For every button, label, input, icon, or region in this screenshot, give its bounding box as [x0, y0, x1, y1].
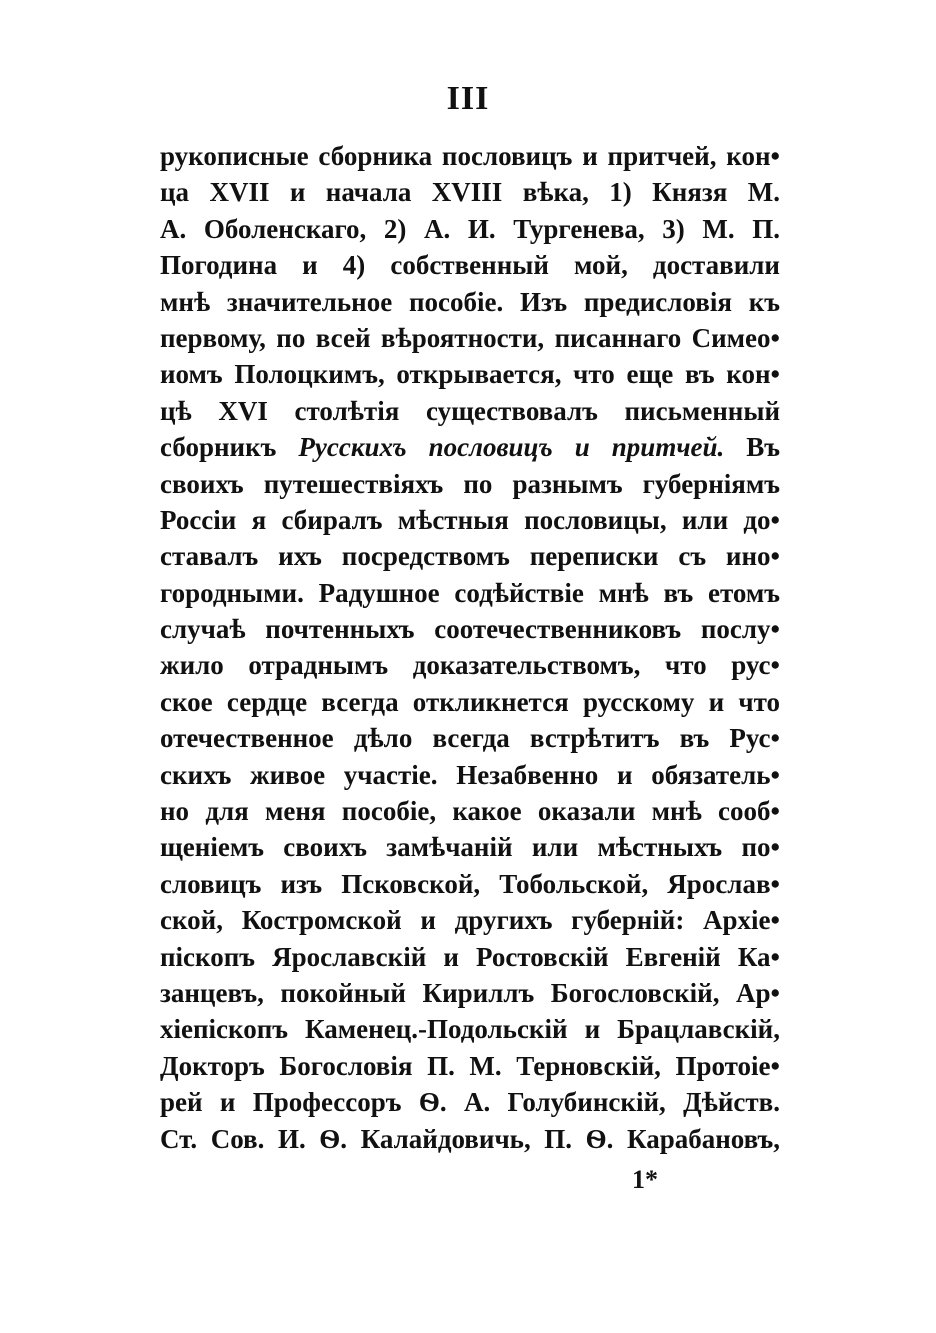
- text-line-19: но для меня пособіе, какое оказали мнѣ сооб•: [160, 796, 780, 827]
- page-number: III: [446, 80, 490, 117]
- text-line-4: Погодина и 4) собственный мой, доставили: [160, 250, 780, 281]
- text-line-6: первому, по всей вѣроятности, писаннаго Симео•: [160, 322, 780, 353]
- signature-mark: 1*: [632, 1165, 658, 1194]
- text-line-13: городными. Радушное содѣйствіе мнѣ въ етомъ: [160, 577, 780, 608]
- text-line-15: жило отраднымъ доказательствомъ, что рус•: [160, 650, 780, 681]
- text-line-11: Россіи я сбиралъ мѣстныя пословицы, или до•: [160, 504, 780, 535]
- text-line-7: иомъ Полоцкимъ, открывается, что еще въ кон•: [160, 359, 780, 390]
- text-line-9: [160, 429, 780, 465]
- text-line-18: скихъ живое участіе. Незабвенно и обязатель•: [160, 759, 780, 790]
- text-line-14: случаѣ почтенныхъ соотечественниковъ послу•: [160, 614, 780, 645]
- text-line-28: Ст. Сов. И. Ѳ. Калайдовичь, П. Ѳ. Карабановъ,: [160, 1123, 780, 1154]
- text-line-24: занцевъ, покойный Кириллъ Богословскій, Ар•: [160, 977, 780, 1008]
- text-line-22: ской, Костромской и другихъ губерній: Архіе•: [160, 905, 780, 936]
- text-line-17: отечественное дѣло всегда встрѣтитъ въ Рус•: [160, 723, 780, 754]
- text-line-1: рукописные сборника пословицъ и притчей, кон•: [160, 141, 780, 171]
- text-line-9-start: сборникъ: [160, 432, 277, 463]
- text-line-2: ца XVII и начала XVIII вѣка, 1) Князя М.: [160, 177, 780, 208]
- text-line-20: щеніемъ своихъ замѣчаній или мѣстныхъ по•: [160, 832, 780, 863]
- text-line-23: піскопъ Ярославскій и Ростовскій Евгеній Ка•: [160, 941, 780, 972]
- text-line-9-end: Въ: [746, 432, 780, 463]
- text-line-25: хіепіскопъ Каменец.-Подольскій и Брацлавскій,: [160, 1014, 780, 1045]
- text-line-10: своихъ путешествіяхъ по разнымъ губерніямъ: [160, 468, 780, 499]
- text-line-26: Докторъ Богословія П. М. Терновскій, Протоіе•: [160, 1050, 780, 1081]
- text-line-21: словицъ изъ Псковской, Тобольской, Ярослав•: [160, 868, 780, 899]
- text-line-12: ставалъ ихъ посредствомъ переписки съ ино•: [160, 541, 780, 572]
- text-line-5: мнѣ значительное пособіе. Изъ предисловія къ: [160, 286, 780, 317]
- text-line-16: ское сердце всегда откликнется русскому и что: [160, 686, 780, 717]
- text-line-3: А. Оболенскаго, 2) А. И. Тургенева, 3) М. П.: [160, 213, 780, 244]
- text-line-8: цѣ XVI столѣтія существовалъ письменный: [160, 395, 780, 426]
- italic-phrase: Русскихъ пословицъ и притчей.: [298, 432, 725, 463]
- text-line-27: рей и Профессоръ Ѳ. А. Голубинскій, Дѣйств.: [160, 1087, 780, 1118]
- body-text: [160, 138, 780, 1157]
